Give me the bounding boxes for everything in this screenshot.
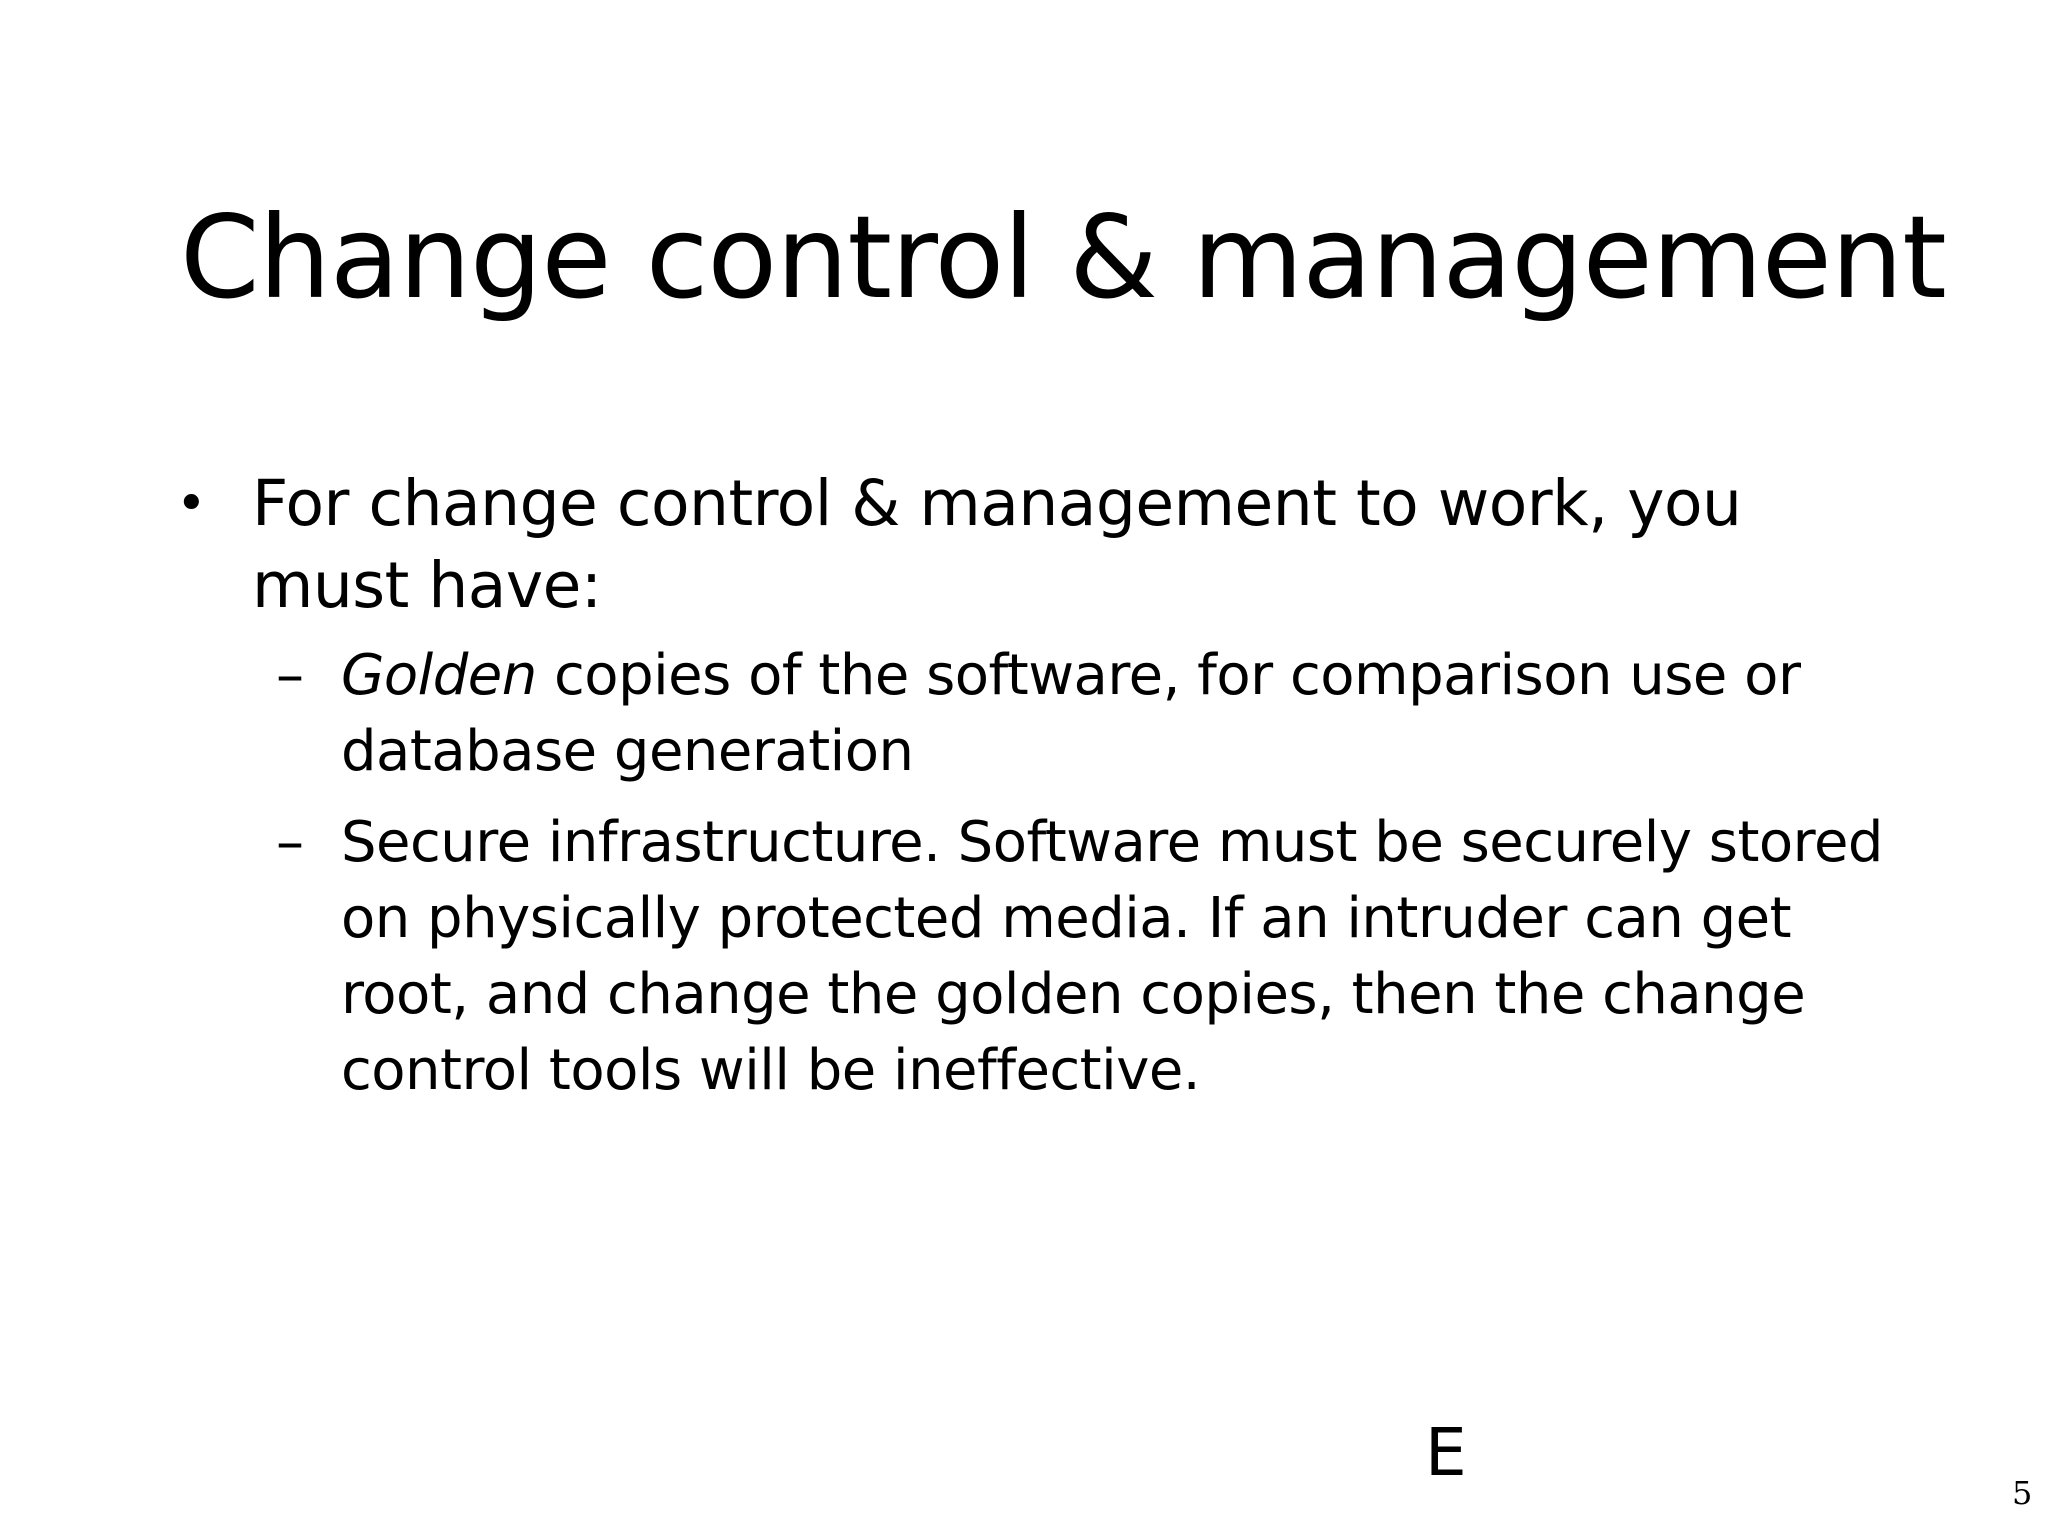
footer-marker: E <box>1425 1414 1467 1491</box>
dash-icon: – <box>276 810 304 875</box>
bullet-icon: • <box>176 474 207 534</box>
subpoint-text <box>341 638 1916 790</box>
subpoint-golden-copies <box>276 638 1916 790</box>
page-number: 5 <box>2012 1474 2033 1512</box>
subpoint-secure-infrastructure <box>276 805 1916 1109</box>
slide-title: Change control & management <box>180 191 1946 324</box>
subpoint-description: Secure infrastructure. Software must be securely stored on physically protected media. If an intruder can get root, and change the golden copies, then the change control tools will be ineffective. <box>341 810 1883 1103</box>
main-bullet-point <box>176 463 1916 627</box>
dash-icon: – <box>276 643 304 708</box>
subpoint-description: copies of the software, for comparison use or database generation <box>341 643 1801 784</box>
main-bullet-text: For change control & management to work, you must have: <box>252 467 1742 622</box>
emphasized-word: Golden <box>341 643 537 708</box>
